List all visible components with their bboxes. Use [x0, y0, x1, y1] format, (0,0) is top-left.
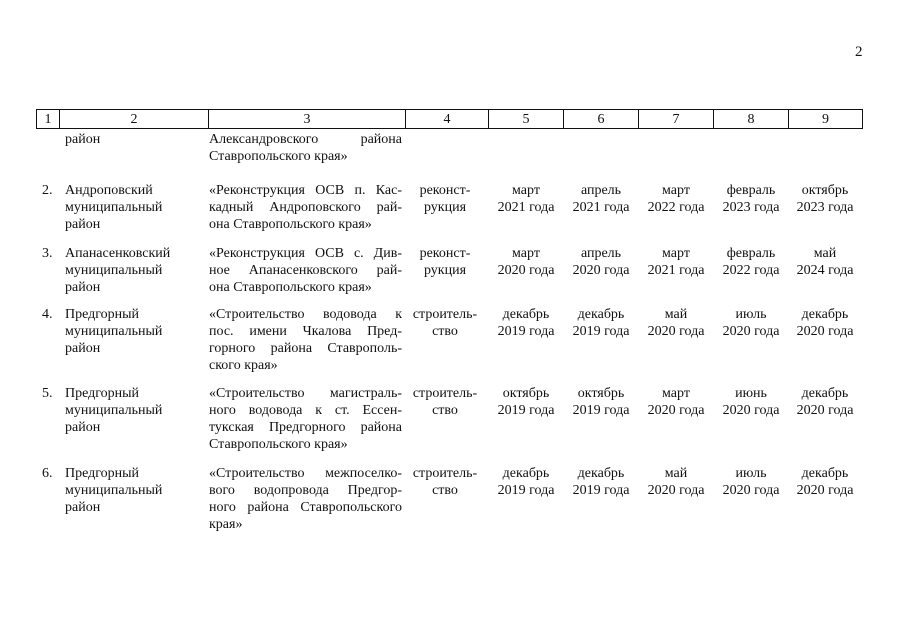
column-header-1: 1: [37, 110, 60, 129]
district-line: Предгорный: [65, 386, 140, 401]
date-month: декабрь: [577, 466, 625, 481]
work-type-line: ство: [432, 403, 458, 418]
column-header-5: 5: [489, 110, 564, 129]
date-month: декабрь: [577, 307, 625, 322]
object-name-line: «Строительство магистраль-: [209, 386, 402, 401]
object-name-line: пос. имени Чкалова Пред-: [209, 324, 402, 339]
column-number-header: [36, 109, 863, 129]
date-cell-col9: [789, 245, 861, 279]
district-cell: [65, 465, 205, 516]
row-number: 3.: [42, 246, 53, 261]
column-header-8: 8: [714, 110, 789, 129]
date-year: 2021 года: [572, 200, 630, 215]
date-month: март: [662, 246, 690, 261]
district-cell: [65, 131, 205, 148]
work-type-line: строитель-: [412, 386, 478, 401]
date-year: 2019 года: [497, 324, 555, 339]
object-name-line: Ставропольского края»: [209, 149, 348, 164]
object-name-cell: [209, 385, 402, 453]
object-name-line: Александровского района: [209, 132, 402, 147]
district-line: район: [65, 132, 101, 147]
date-year: 2019 года: [572, 483, 630, 498]
date-month: октябрь: [502, 386, 550, 401]
date-year: 2020 года: [722, 483, 780, 498]
date-year: 2020 года: [647, 403, 705, 418]
date-cell-col8: [715, 245, 787, 279]
object-name-line: «Реконструкция ОСВ с. Див-: [209, 246, 402, 261]
district-cell: [65, 385, 205, 436]
date-year: 2021 года: [497, 200, 555, 215]
date-month: март: [512, 246, 540, 261]
date-year: 2019 года: [497, 483, 555, 498]
district-line: муниципальный: [65, 200, 163, 215]
column-header-2: 2: [60, 110, 209, 129]
work-type-line: строитель-: [412, 466, 478, 481]
date-cell-col6: [565, 306, 637, 340]
column-header-6: 6: [564, 110, 639, 129]
date-month: июнь: [735, 386, 767, 401]
date-month: май: [664, 466, 688, 481]
date-year: 2022 года: [722, 263, 780, 278]
date-month: декабрь: [502, 307, 550, 322]
date-month: март: [512, 183, 540, 198]
date-month: февраль: [726, 246, 776, 261]
date-month: декабрь: [801, 466, 849, 481]
date-cell-col7: [640, 465, 712, 499]
object-name-line: тукская Предгорного района: [209, 420, 402, 435]
object-name-line: ского края»: [209, 358, 278, 373]
work-type-cell: [405, 182, 485, 216]
date-cell-col5: [490, 306, 562, 340]
date-month: июль: [735, 466, 767, 481]
date-cell-col7: [640, 245, 712, 279]
district-line: Андроповский: [65, 183, 153, 198]
district-line: Апанасенковский: [65, 246, 171, 261]
district-line: район: [65, 341, 101, 356]
date-month: февраль: [726, 183, 776, 198]
object-name-line: она Ставропольского края»: [209, 280, 372, 295]
date-month: декабрь: [502, 466, 550, 481]
district-line: муниципальный: [65, 263, 163, 278]
column-header-9: 9: [789, 110, 863, 129]
date-cell-col7: [640, 306, 712, 340]
date-year: 2019 года: [572, 324, 630, 339]
object-name-line: ное Апанасенковского рай-: [209, 263, 402, 278]
date-month: декабрь: [801, 386, 849, 401]
date-cell-col8: [715, 465, 787, 499]
work-type-line: реконст-: [419, 246, 471, 261]
district-line: район: [65, 420, 101, 435]
district-cell: [65, 306, 205, 357]
date-cell-col9: [789, 182, 861, 216]
date-year: 2023 года: [722, 200, 780, 215]
date-cell-col7: [640, 182, 712, 216]
date-month: май: [813, 246, 837, 261]
page-number: 2: [855, 44, 863, 60]
date-cell-col5: [490, 385, 562, 419]
date-year: 2020 года: [647, 324, 705, 339]
date-cell-col6: [565, 385, 637, 419]
object-name-line: горного района Ставрополь-: [209, 341, 402, 356]
date-month: март: [662, 183, 690, 198]
date-year: 2020 года: [722, 324, 780, 339]
object-name-cell: [209, 465, 402, 533]
work-type-cell: [405, 306, 485, 340]
date-cell-col6: [565, 182, 637, 216]
row-number: 6.: [42, 466, 53, 481]
district-line: Предгорный: [65, 307, 140, 322]
column-header-4: 4: [406, 110, 489, 129]
object-name-cell: [209, 182, 402, 233]
column-header-3: 3: [209, 110, 406, 129]
object-name-cell: [209, 306, 402, 374]
date-year: 2020 года: [796, 483, 854, 498]
district-cell: [65, 245, 205, 296]
district-line: район: [65, 217, 101, 232]
date-year: 2020 года: [722, 403, 780, 418]
object-name-line: «Строительство водовода к: [209, 307, 402, 322]
date-cell-col8: [715, 182, 787, 216]
date-cell-col9: [789, 465, 861, 499]
date-year: 2023 года: [796, 200, 854, 215]
work-type-line: ство: [432, 324, 458, 339]
date-year: 2021 года: [647, 263, 705, 278]
district-line: муниципальный: [65, 483, 163, 498]
district-line: район: [65, 500, 101, 515]
date-cell-col6: [565, 245, 637, 279]
object-name-cell: [209, 131, 402, 165]
date-month: октябрь: [801, 183, 849, 198]
date-year: 2020 года: [647, 483, 705, 498]
date-month: октябрь: [577, 386, 625, 401]
work-type-line: рукция: [423, 263, 467, 278]
date-cell-col8: [715, 306, 787, 340]
date-cell-col5: [490, 465, 562, 499]
object-name-line: Ставропольского края»: [209, 437, 348, 452]
row-number: 5.: [42, 386, 53, 401]
column-header-7: 7: [639, 110, 714, 129]
work-type-cell: [405, 465, 485, 499]
date-year: 2022 года: [647, 200, 705, 215]
date-cell-col9: [789, 306, 861, 340]
date-month: апрель: [580, 246, 622, 261]
date-month: декабрь: [801, 307, 849, 322]
district-line: муниципальный: [65, 324, 163, 339]
district-cell: [65, 182, 205, 233]
date-year: 2024 года: [796, 263, 854, 278]
date-cell-col6: [565, 465, 637, 499]
date-cell-col7: [640, 385, 712, 419]
date-year: 2020 года: [572, 263, 630, 278]
work-type-line: реконст-: [419, 183, 471, 198]
object-name-line: «Реконструкция ОСВ п. Кас-: [209, 183, 402, 198]
object-name-line: ного водовода к ст. Ессен-: [209, 403, 402, 418]
district-line: Предгорный: [65, 466, 140, 481]
object-name-line: ного района Ставропольского: [209, 500, 402, 515]
date-year: 2019 года: [572, 403, 630, 418]
date-cell-col9: [789, 385, 861, 419]
date-year: 2020 года: [796, 324, 854, 339]
date-month: апрель: [580, 183, 622, 198]
work-type-line: рукция: [423, 200, 467, 215]
date-month: июль: [735, 307, 767, 322]
object-name-cell: [209, 245, 402, 296]
work-type-cell: [405, 245, 485, 279]
object-name-line: вого водопровода Предгор-: [209, 483, 402, 498]
district-line: район: [65, 280, 101, 295]
work-type-line: ство: [432, 483, 458, 498]
work-type-line: строитель-: [412, 307, 478, 322]
work-type-cell: [405, 385, 485, 419]
district-line: муниципальный: [65, 403, 163, 418]
date-year: 2019 года: [497, 403, 555, 418]
object-name-line: края»: [209, 517, 243, 532]
date-cell-col5: [490, 182, 562, 216]
date-month: май: [664, 307, 688, 322]
row-number: 4.: [42, 307, 53, 322]
object-name-line: она Ставропольского края»: [209, 217, 372, 232]
row-number: 2.: [42, 183, 53, 198]
date-cell-col5: [490, 245, 562, 279]
date-month: март: [662, 386, 690, 401]
date-year: 2020 года: [497, 263, 555, 278]
object-name-line: «Строительство межпоселко-: [209, 466, 402, 481]
date-year: 2020 года: [796, 403, 854, 418]
date-cell-col8: [715, 385, 787, 419]
object-name-line: кадный Андроповского рай-: [209, 200, 402, 215]
